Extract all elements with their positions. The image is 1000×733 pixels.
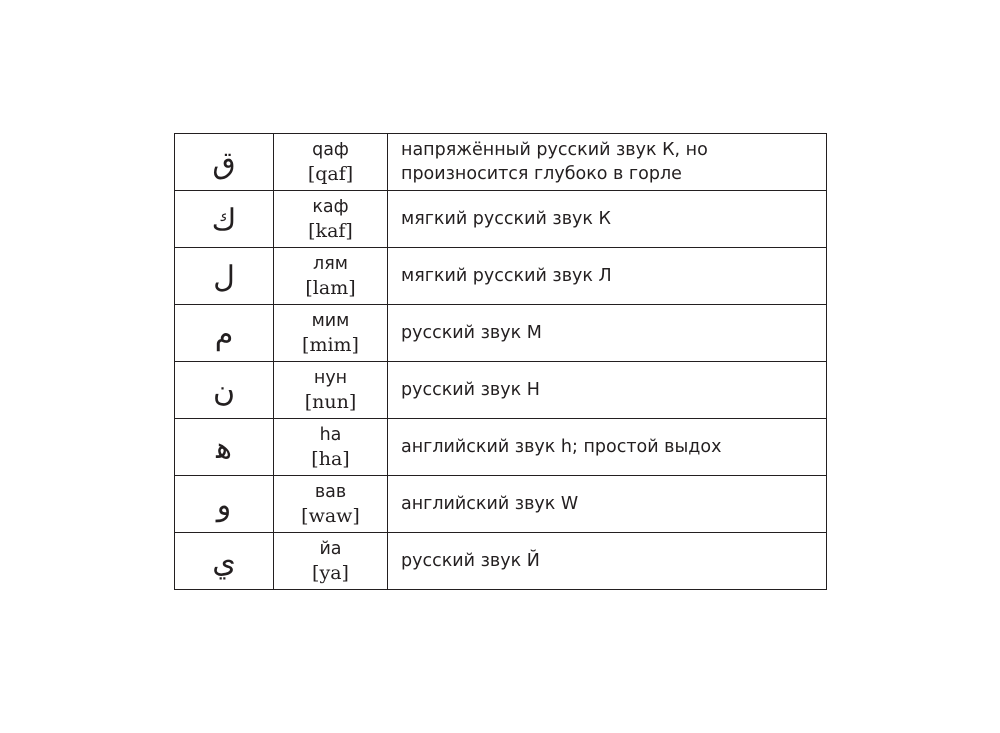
arabic-letter-cell [175,191,274,248]
arabic-letter-cell [175,362,274,419]
pronunciation-description: английский звук h; простой выдох [388,419,827,476]
letter-transliteration: [waw] [301,505,360,527]
arabic-letter-cell [175,248,274,305]
letter-name: мим [311,311,350,331]
letter-transliteration: [ya] [312,562,349,584]
letter-transliteration: [ha] [311,448,350,470]
arabic-letter: ك [211,203,237,238]
letter-name: вав [314,482,347,502]
arabic-letter-cell [175,419,274,476]
table-row [175,305,827,362]
table-row [175,533,827,590]
pronunciation-description: русский звук М [388,305,827,362]
table-row [175,419,827,476]
letter-name: qаф [312,140,349,160]
arabic-letter: ي [212,545,236,580]
arabic-letter-cell [175,533,274,590]
letter-transliteration: [lam] [305,277,356,299]
letter-transliteration: [nun] [304,391,357,413]
table-row [175,476,827,533]
letter-name: каф [312,197,349,217]
pronunciation-description: напряжённый русский звук К, но произносится глубоко в горле [388,134,827,191]
pronunciation-description: русский звук Й [388,533,827,590]
letter-name-cell [274,248,388,305]
letter-name: лям [313,254,348,274]
letter-name-cell [274,134,388,191]
table-row [175,191,827,248]
letter-name-cell [274,476,388,533]
letter-transliteration: [kaf] [308,220,353,242]
arabic-letter-cell [175,305,274,362]
pronunciation-description: мягкий русский звук К [388,191,827,248]
letter-transliteration: [mim] [302,334,359,356]
letter-name: йа [319,539,342,559]
arabic-letter: م [214,317,234,352]
table-row [175,134,827,191]
letter-name-cell [274,419,388,476]
letter-transliteration: [qaf] [307,163,354,185]
arabic-letter: ن [212,374,236,409]
pronunciation-description: английский звук W [388,476,827,533]
pronunciation-description: русский звук Н [388,362,827,419]
letter-name-cell [274,191,388,248]
arabic-letter: ق [212,146,236,181]
table-row [175,362,827,419]
arabic-letter: ﻫ [216,431,232,466]
letter-name-cell [274,305,388,362]
letter-name: нун [313,368,348,388]
letter-name-cell [274,362,388,419]
arabic-letter: و [216,488,232,523]
arabic-letter-cell [175,134,274,191]
arabic-letters-table [174,133,827,590]
arabic-letter: ل [213,260,235,295]
letter-name-cell [274,533,388,590]
table-row [175,248,827,305]
arabic-letter-cell [175,476,274,533]
pronunciation-description: мягкий русский звук Л [388,248,827,305]
letter-name: ha [319,425,342,445]
